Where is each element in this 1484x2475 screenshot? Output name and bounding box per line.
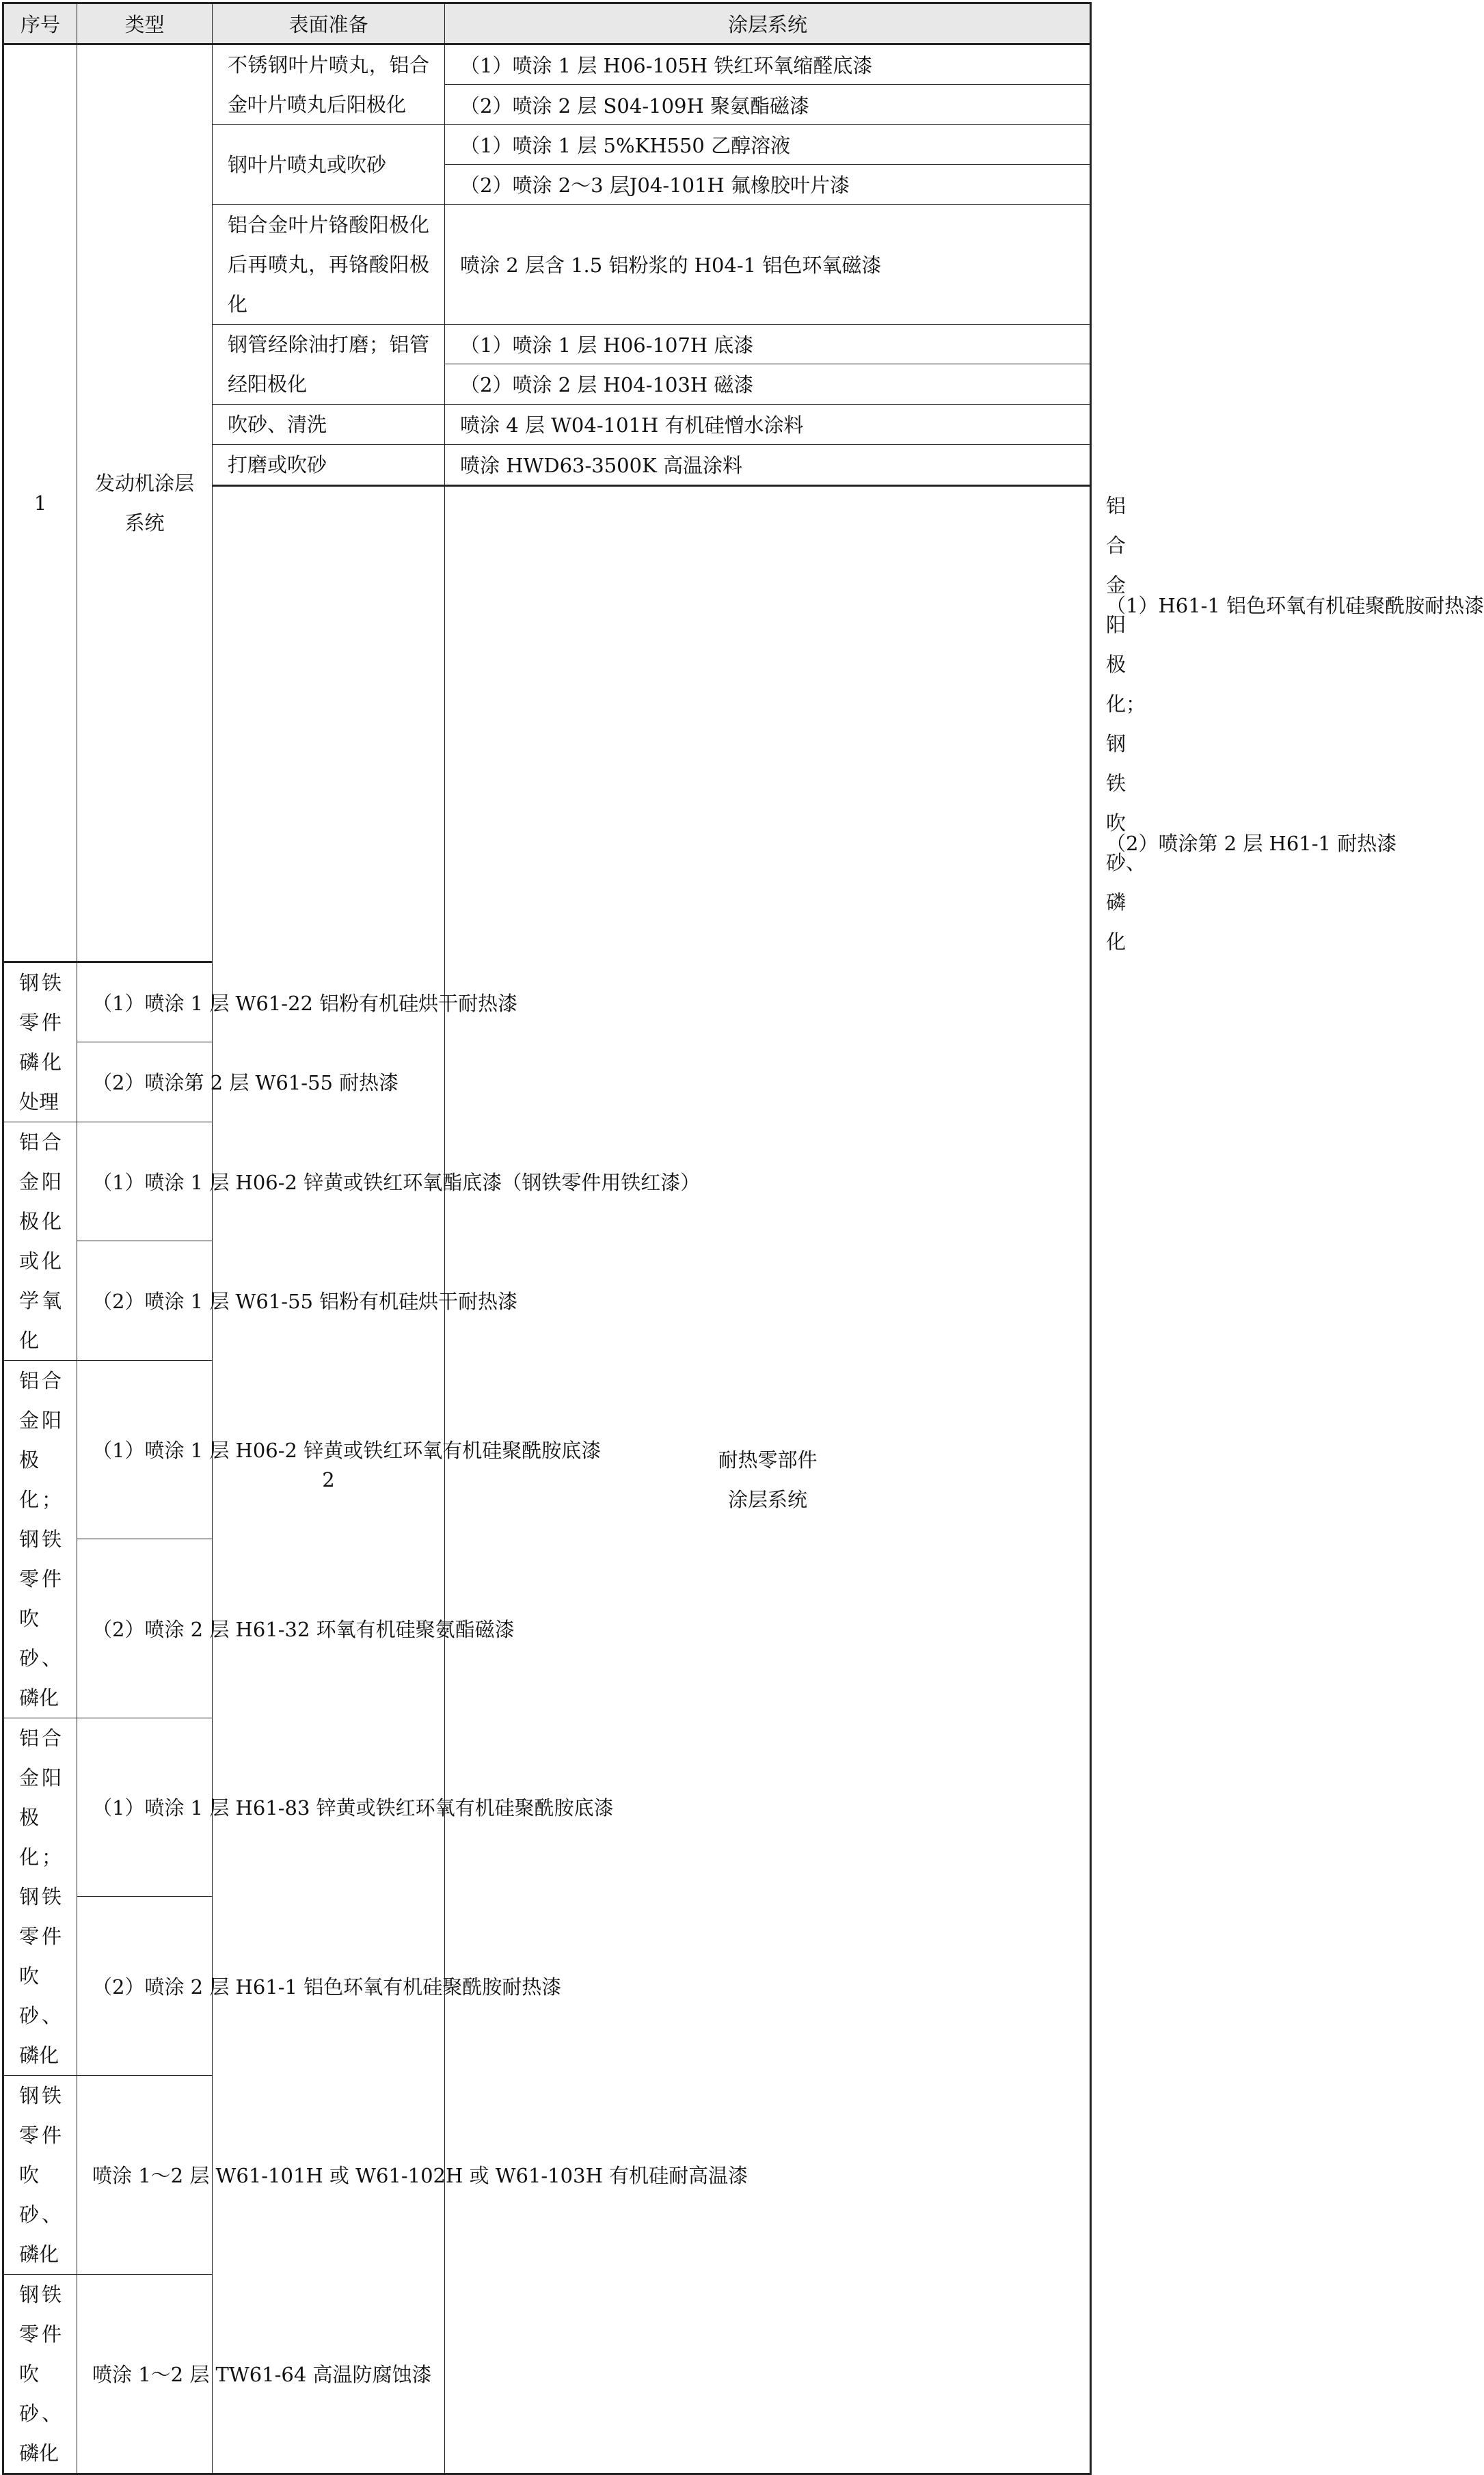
coat-cell: （1）喷涂 1 层 H06-2 锌黄或铁红环氧有机硅聚酰胺底漆 xyxy=(77,1360,213,1539)
coat-cell: 喷涂 1～2 层 TW61-64 高温防腐蚀漆 xyxy=(77,2274,213,2474)
prep-cell: 钢铁零件吹砂、磷化 xyxy=(3,2274,77,2474)
coat-cell: 喷涂 1～2 层 W61-101H 或 W61-102H 或 W61-103H 有机硅耐高温漆 xyxy=(77,2075,213,2274)
type-cell xyxy=(77,44,213,962)
prep-cell: 钢铁零件吹砂、磷化 xyxy=(3,2075,77,2274)
prep-cell: 钢叶片喷丸或吹砂 xyxy=(213,125,445,205)
header-seq: 序号 xyxy=(3,3,77,44)
coat-cell: 喷涂 HWD63-3500K 高温涂料 xyxy=(445,444,1091,485)
table-row xyxy=(3,44,1091,85)
coat-cell: （2）喷涂 1 层 W61-55 铝粉有机硅烘干耐热漆 xyxy=(77,1241,213,1361)
prep-cell: 打磨或吹砂 xyxy=(213,444,445,485)
table-row: 2 耐热零部件涂层系统 铝合金阳极化；钢铁吹砂、磷化 （1）H61-1 铝色环氧有机硅聚酰胺耐热漆 xyxy=(3,485,1091,724)
table-row: （2）喷涂第 2 层 H61-1 耐热漆 xyxy=(1106,832,1397,856)
coat-cell: （1）喷涂 1 层 H06-107H 底漆 xyxy=(445,324,1091,364)
header-type: 类型 xyxy=(77,3,213,44)
coat-cell: （2）喷涂 2 层 S04-109H 聚氨酯磁漆 xyxy=(445,85,1091,125)
coat-cell: （1）喷涂 1 层 H61-83 锌黄或铁红环氧有机硅聚酰胺底漆 xyxy=(77,1718,213,1897)
prep-cell: 钢管经除油打磨；铝管经阳极化 xyxy=(213,324,445,404)
type-text: 耐热零部件涂层系统 xyxy=(718,1448,818,1511)
coat-cell: （2）喷涂 2 层 H61-1 铝色环氧有机硅聚酰胺耐热漆 xyxy=(77,1897,213,2076)
prep-cell: 铝合金阳极化或化学氧化 xyxy=(3,1122,77,1360)
coat-cell: （2）喷涂 2 层 H61-32 环氧有机硅聚氨酯磁漆 xyxy=(77,1539,213,1718)
header-prep: 表面准备 xyxy=(213,3,445,44)
prep-cell: 不锈钢叶片喷丸，铝合金叶片喷丸后阳极化 xyxy=(213,44,445,125)
seq-cell: 2 xyxy=(213,485,445,2474)
prep-cell: 铝合金阳极化；钢铁零件吹砂、磷化 xyxy=(3,1718,77,2075)
header-row xyxy=(3,3,1091,44)
prep-cell: 铝合金阳极化；钢铁零件吹砂、磷化 xyxy=(3,1360,77,1718)
coat-cell: （1）喷涂 1 层 H06-105H 铁红环氧缩醛底漆 xyxy=(445,44,1091,85)
coat-cell: 喷涂 2 层含 1.5 铝粉浆的 H04-1 铝色环氧磁漆 xyxy=(445,204,1091,324)
type-text: 发动机涂层系统 xyxy=(94,471,194,535)
prep-cell: 吹砂、清洗 xyxy=(213,404,445,444)
coat-cell: （2）喷涂 2～3 层J04-101H 氟橡胶叶片漆 xyxy=(445,165,1091,204)
coat-cell: （2）喷涂第 2 层 W61-55 耐热漆 xyxy=(77,1042,213,1122)
prep-cell: 钢铁零件磷化处理 xyxy=(3,962,77,1122)
header-coat: 涂层系统 xyxy=(445,3,1091,44)
seq-cell: 1 xyxy=(3,44,77,962)
coat-cell: （1）喷涂 1 层 H06-2 锌黄或铁红环氧酯底漆（钢铁零件用铁红漆） xyxy=(77,1122,213,1241)
coat-cell: 喷涂 4 层 W04-101H 有机硅憎水涂料 xyxy=(445,404,1091,444)
coat-cell: （1）喷涂 1 层 5%KH550 乙醇溶液 xyxy=(445,125,1091,165)
coat-cell: （1）喷涂 1 层 W61-22 铝粉有机硅烘干耐热漆 xyxy=(77,962,213,1042)
coating-systems-table xyxy=(2,2,1484,2475)
prep-cell: 铝合金叶片铬酸阳极化后再喷丸，再铬酸阳极化 xyxy=(213,204,445,324)
coat-cell: （2）喷涂 2 层 H04-103H 磁漆 xyxy=(445,364,1091,405)
table-body xyxy=(3,44,1484,2474)
